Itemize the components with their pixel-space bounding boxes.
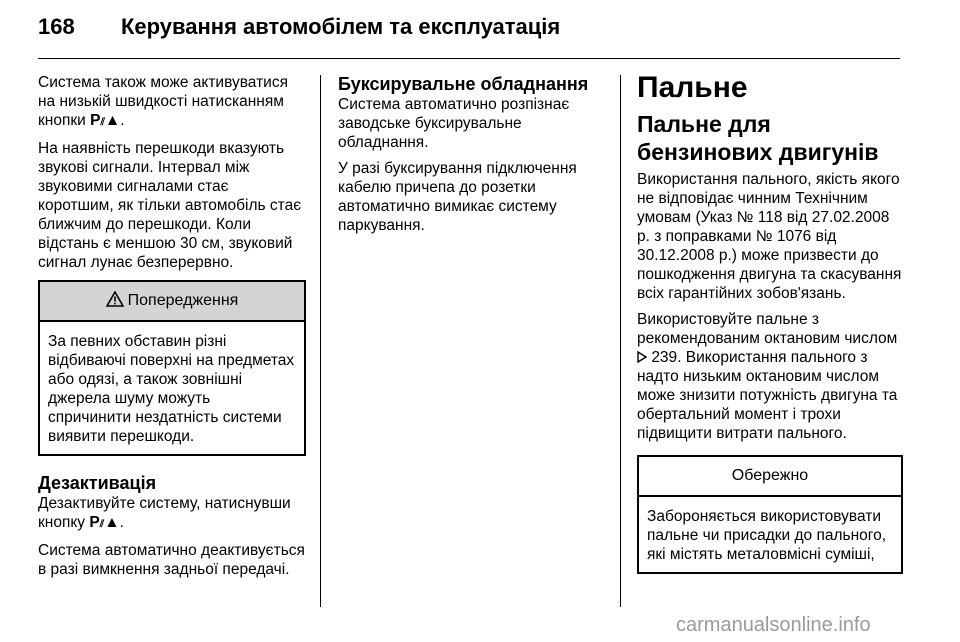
paragraph: У разі буксирування підключення кабелю причепа до розетки автоматично вимикає систему паркування. <box>338 160 577 234</box>
caution-box <box>637 455 903 574</box>
paragraph <box>38 73 306 132</box>
caution-title: Обережно <box>639 457 901 497</box>
section-heading: Дезактивація <box>38 473 157 493</box>
chapter-heading: Пальне <box>637 71 748 104</box>
paragraph <box>38 494 306 534</box>
header-rule <box>38 58 900 59</box>
warning-text: За певних обставин різні відбиваючі поверхні на предметах або одязі, а також зовнішні джерела шуму можуть спричинити нездатність системи виявити перешкоди. <box>48 333 295 445</box>
column-3 <box>637 72 903 590</box>
warning-triangle-icon <box>106 282 124 320</box>
column-divider-1 <box>320 75 321 607</box>
park-assist-button-icon: P⫽▲ <box>90 112 121 129</box>
page-header <box>38 14 560 40</box>
watermark: carmanualsonline.info <box>676 614 871 636</box>
paragraph-text: Дезактивуйте систему, натиснувши кнопку <box>38 495 291 531</box>
paragraph-text-end: . <box>119 514 124 531</box>
column-divider-2 <box>620 75 621 607</box>
page-title: Керування автомобілем та експлуатація <box>121 14 561 39</box>
paragraph <box>637 310 903 443</box>
page-reference[interactable]: 239 <box>651 349 678 366</box>
warning-box <box>38 280 306 456</box>
section-heading: Буксирувальне обладнання <box>338 74 589 94</box>
paragraph: Використання пального, якість якого не відповідає чинним Технічним умовам (Указ № 118 від 27.02.2008 р. з поправками № 1076 від 30.12.2008 р.) може призвести до пошкодження двигуна та скасування всіх гарантійних зобов'язань. <box>637 171 902 302</box>
paragraph-text-end: . Використання пального з надто низьким октановим числом може знизити потужність двигуна та обертальний момент і трохи підвищити витрати пального. <box>637 349 898 442</box>
paragraph-text: Система також може активуватися на низькій швидкості натисканням кнопки <box>38 74 288 129</box>
section-heading: Пальне для бензинових двигунів <box>637 111 879 165</box>
paragraph-text-end: . <box>120 112 125 129</box>
column-1 <box>38 73 306 586</box>
column-2 <box>338 73 606 242</box>
park-assist-button-icon: P⫽▲ <box>89 514 120 531</box>
page-number: 168 <box>38 14 75 39</box>
warning-header <box>40 282 304 322</box>
paragraph: Система автоматично деактивується в разі вимкнення задньої передачі. <box>38 542 305 578</box>
warning-title: Попередження <box>127 292 239 309</box>
paragraph-text: Використовуйте пальне з рекомендованим октановим числом <box>637 311 898 347</box>
paragraph: Система автоматично розпізнає заводське буксирувальне обладнання. <box>338 96 570 151</box>
caution-text: Забороняється використовувати пальне чи присадки до пального, які містять металовмісні суміші, <box>647 508 887 563</box>
paragraph: На наявність перешкоди вказують звукові сигнали. Інтервал між звуковими сигналами стає коротшим, як тільки автомобіль стає ближчим до перешкоди. Коли відстань є меншою 30 см, звуковий сигнал лунає безперервно. <box>38 140 302 271</box>
page-reference-icon <box>637 349 651 366</box>
